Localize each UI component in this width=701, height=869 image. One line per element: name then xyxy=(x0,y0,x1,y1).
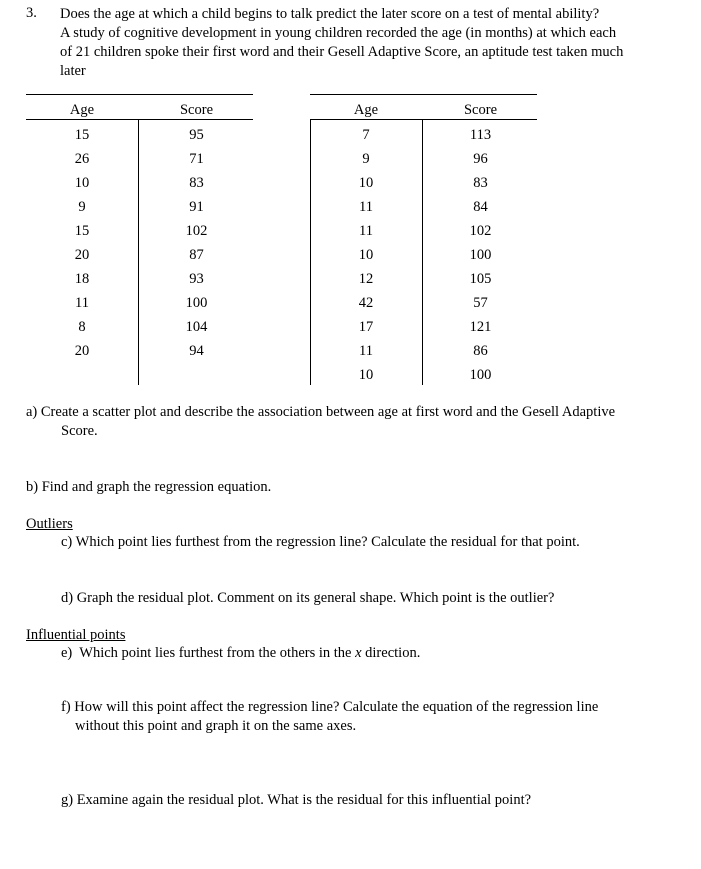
question-f xyxy=(61,698,598,736)
intro-line: later xyxy=(60,63,86,79)
table-divider xyxy=(422,120,423,385)
table-cell-score: 84 xyxy=(473,199,488,215)
table-cell-score: 100 xyxy=(469,247,492,263)
data-table-left xyxy=(26,94,253,386)
question-g: g) Examine again the residual plot. What is the residual for this influential point? xyxy=(61,792,532,808)
question-a xyxy=(26,403,615,441)
table-header-score: Score xyxy=(463,102,497,118)
table-top-rule xyxy=(310,94,537,95)
question-a-line-2: Score. xyxy=(61,423,98,439)
table-cell-age: 17 xyxy=(358,319,374,335)
table-cell-score: 105 xyxy=(469,271,492,287)
table-cell-score: 102 xyxy=(185,223,208,239)
table-header-age: Age xyxy=(353,102,379,118)
table-cell-age: 20 xyxy=(74,343,90,359)
table-cell-score: 83 xyxy=(473,175,488,191)
question-b: b) Find and graph the regression equation. xyxy=(26,479,272,495)
data-table-right xyxy=(310,94,537,386)
table-cell-age: 10 xyxy=(74,175,90,191)
table-cell-score: 121 xyxy=(469,319,492,335)
intro-line: of 21 children spoke their first word and their Gesell Adaptive Score, an aptitude test taken much xyxy=(60,44,624,60)
question-f-line-1: f) How will this point affect the regression line? Calculate the equation of the regression line xyxy=(61,699,599,715)
table-cell-score: 57 xyxy=(473,295,488,311)
question-intro xyxy=(60,5,692,81)
table-cell-age: 26 xyxy=(74,151,90,167)
table-cell-score: 95 xyxy=(189,127,204,143)
table-cell-score: 104 xyxy=(185,319,208,335)
table-cell-age: 9 xyxy=(362,151,370,167)
table-cell-score: 83 xyxy=(189,175,204,191)
question-c: c) Which point lies furthest from the regression line? Calculate the residual for that point. xyxy=(61,534,580,550)
table-cell-age: 11 xyxy=(75,295,89,311)
table-cell-score: 94 xyxy=(189,343,204,359)
question-e: e) Which point lies furthest from the others in the x direction. xyxy=(61,645,421,661)
table-cell-age: 20 xyxy=(74,247,90,263)
table-cell-score: 86 xyxy=(473,343,488,359)
table-header-rule xyxy=(310,119,537,120)
question-a-line-1: a) Create a scatter plot and describe the association between age at first word and the Gesell Adaptive xyxy=(26,404,616,420)
intro-line: Does the age at which a child begins to talk predict the later score on a test of mental ability? xyxy=(60,6,600,22)
table-cell-score: 87 xyxy=(189,247,204,263)
table-cell-score: 100 xyxy=(469,367,492,383)
table-cell-age: 18 xyxy=(74,271,90,287)
table-cell-age: 10 xyxy=(358,175,374,191)
table-cell-age: 15 xyxy=(74,127,90,143)
table-cell-score: 100 xyxy=(185,295,208,311)
table-cell-score: 113 xyxy=(469,127,492,143)
question-number: 3. xyxy=(26,5,37,21)
table-cell-score: 102 xyxy=(469,223,492,239)
table-header-rule xyxy=(26,119,253,120)
table-cell-age: 8 xyxy=(78,319,86,335)
table-cell-score: 93 xyxy=(189,271,204,287)
table-cell-age: 11 xyxy=(359,199,373,215)
table-cell-age: 9 xyxy=(78,199,86,215)
table-cell-score: 71 xyxy=(189,151,204,167)
table-cell-age: 10 xyxy=(358,367,374,383)
table-cell-age: 11 xyxy=(359,343,373,359)
intro-line: A study of cognitive development in young children recorded the age (in months) at which each xyxy=(60,25,617,41)
question-f-line-2: without this point and graph it on the same axes. xyxy=(75,718,357,734)
table-divider xyxy=(138,120,139,385)
table-cell-age: 42 xyxy=(358,295,374,311)
table-cell-age: 11 xyxy=(359,223,373,239)
table-header-age: Age xyxy=(69,102,95,118)
influential-heading: Influential points xyxy=(26,627,126,643)
table-top-rule xyxy=(26,94,253,95)
table-cell-age: 10 xyxy=(358,247,374,263)
outliers-heading: Outliers xyxy=(26,516,73,532)
table-cell-age: 12 xyxy=(358,271,374,287)
table-cell-score: 91 xyxy=(189,199,204,215)
table-cell-score: 96 xyxy=(473,151,488,167)
table-cell-age: 7 xyxy=(362,127,370,143)
question-d: d) Graph the residual plot. Comment on its general shape. Which point is the outlier? xyxy=(61,590,555,606)
table-cell-age: 15 xyxy=(74,223,90,239)
table-header-score: Score xyxy=(179,102,213,118)
